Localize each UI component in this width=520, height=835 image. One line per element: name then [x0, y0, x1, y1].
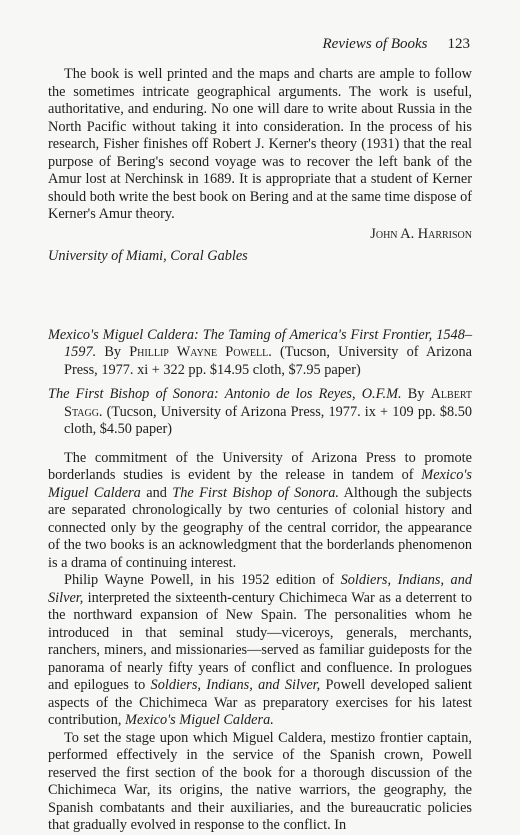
book-details: (Tucson, University of Arizona Press, 1977. ix + 109 pp. $8.50 cloth, $4.50 paper)	[64, 403, 472, 437]
by-word: By	[104, 344, 122, 360]
review-paragraph	[48, 450, 472, 573]
running-header	[323, 36, 470, 53]
by-word: By	[407, 386, 425, 402]
book-title-ref: Mexico's Miguel Caldera	[48, 467, 472, 501]
book-details: (Tucson, University of Arizona Press, 1977. xi + 322 pp. $14.95 cloth, $7.95 paper)	[64, 344, 472, 378]
page-number: 123	[447, 36, 470, 52]
book-title: Mexico's Miguel Caldera: The Taming of America's First Frontier, 1548–1597.	[48, 326, 472, 360]
reviewer-name: John A. Harrison	[370, 225, 472, 242]
reviewer-affiliation: University of Miami, Coral Gables	[48, 248, 248, 264]
book-title-ref: The First Bishop of Sonora.	[172, 484, 339, 501]
bibliographic-entry	[48, 327, 472, 380]
article-body	[48, 66, 472, 835]
book-title: The First Bishop of Sonora: Antonio de los Reyes, O.F.M.	[48, 386, 402, 402]
bibliographic-entry	[48, 386, 472, 439]
book-author: Phillip Wayne Powell.	[129, 344, 272, 360]
review-paragraph: To set the stage upon which Miguel Caldera, mestizo frontier captain, performed effectively in the service of the Spanish crown, Powell reserved the first section of the book for a thorough discussion of the Chichimeca War, its origins, the native warriors, the geography, the Spanish combatants and their auxiliaries, and the bureaucratic policies that gradually evolved in response to the conflict. In	[48, 729, 472, 833]
text-run: Philip Wayne Powell, in his 1952 edition of	[64, 572, 341, 588]
text-run: Powell developed salient aspects of the Chichimeca War as preparatory exercises for his latest contribution,	[48, 677, 472, 728]
text-run: The commitment of the University of Arizona Press to promote borderlands studies is evident by the release in tandem of	[48, 449, 472, 483]
book-title-ref: Mexico's Miguel Caldera.	[125, 712, 274, 728]
running-title: Reviews of Books	[322, 36, 428, 52]
review-paragraph	[48, 572, 472, 730]
review-paragraph: The book is well printed and the maps and charts are ample to follow the sometimes intricate geographical arguments. The work is useful, authoritative, and enduring. No one will dare to write about Russia in the North Pacific without taking it into consideration. In the process of his research, Fisher finishes off Robert J. Kerner's theory (1931) that the real purpose of Bering's second voyage was to recover the left bank of the Amur lost at Nerchinsk in 1689. It is appropriate that a student of Kerner should both write the best book on Bering and at the same time dispose of Kerner's Amur theory.	[48, 66, 472, 222]
book-title-ref: Soldiers, Indians, and Silver,	[150, 677, 321, 693]
book-title-ref: Soldiers, Indians, and Silver,	[48, 572, 472, 606]
book-author: Albert Stagg.	[64, 386, 472, 420]
text-run: Although the subjects are separated chronologically by two centuries of colonial history and connected only by the geography of the central corridor, the appearance of the two books is an acknowledgment that the borderlands phenomenon is a drama of continuing interest.	[48, 484, 472, 571]
text-run: interpreted the sixteenth-century Chichimeca War as a deterrent to the northward expansion of New Spain. The personalities whom he introduced in that seminal study—viceroys, generals, merchants, ranchers, miners, and missionaries—served as familiar guideposts for the panorama of nearly fifty years of conflict and confluence. In prologues and epilogues to	[48, 589, 472, 693]
text-run: and	[140, 484, 173, 501]
